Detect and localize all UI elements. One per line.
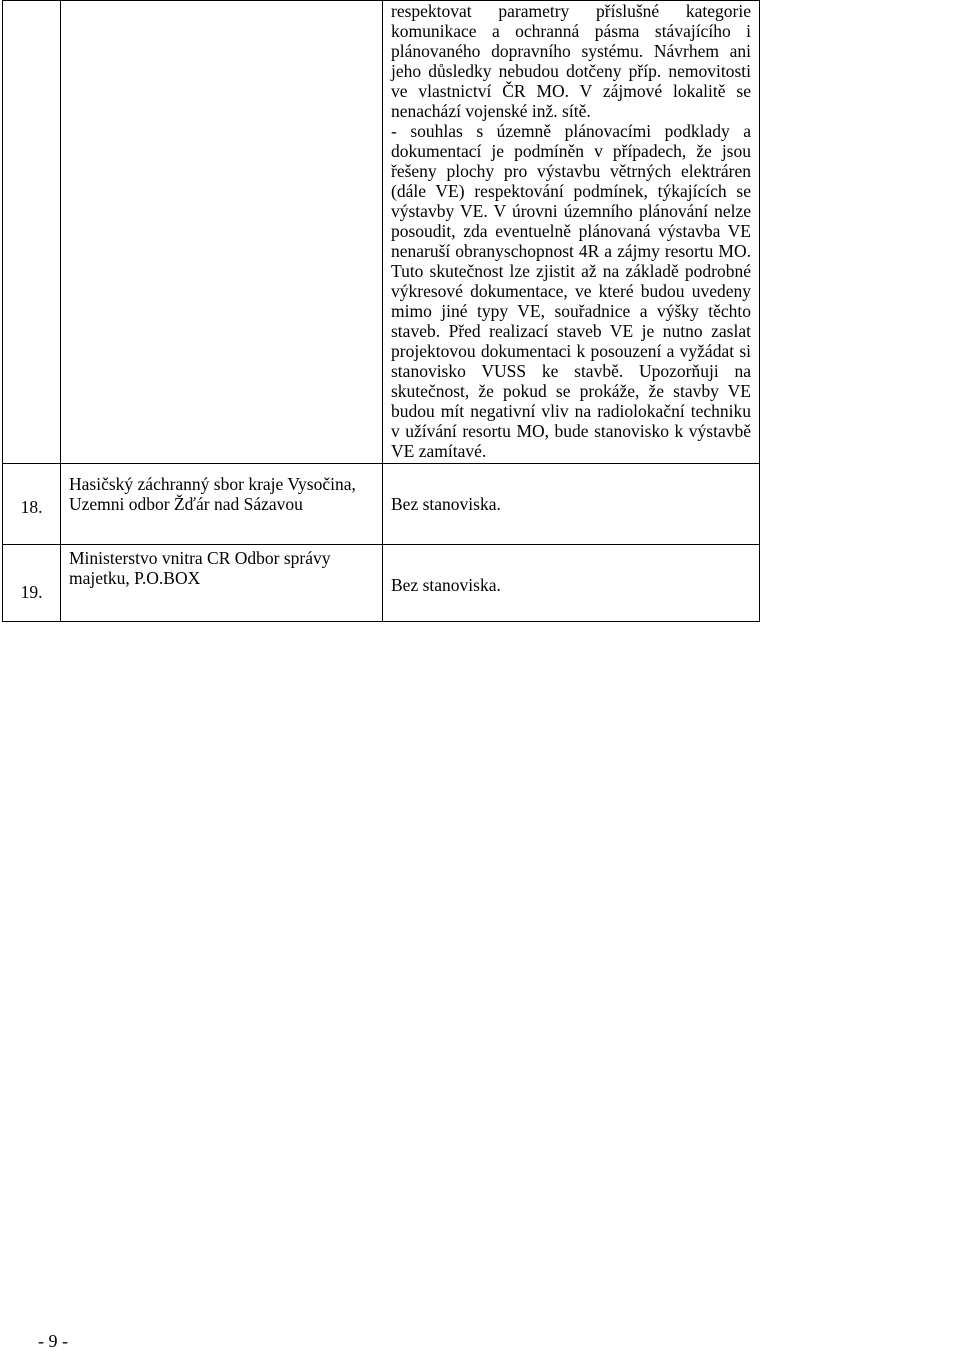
organization-name: Hasičský záchranný sbor kraje Vysočina, Uzemni odbor Žďár nad Sázavou — [69, 474, 356, 514]
table-row — [3, 545, 760, 622]
organization-cell — [61, 545, 383, 622]
statement-text: Bez stanoviska. — [391, 494, 501, 514]
table-row — [3, 464, 760, 545]
statement-cell — [383, 464, 760, 545]
number-cell — [3, 545, 61, 622]
number-cell — [3, 1, 61, 464]
organization-cell — [61, 464, 383, 545]
page-number: - 9 - — [38, 1331, 68, 1351]
statement-text: Bez stanoviska. — [391, 575, 501, 595]
statement-paragraph: respektovat parametry příslušné kategorie komunikace a ochranná pásma stávajícího i plánovaného dopravního systému. Návrhem ani jeho důsledky nebudou dotčeny příp. nemovitosti ve vlastnictví ČR MO. V zájmové lokalitě se nenachází vojenské inž. sítě. — [391, 1, 751, 121]
organization-name: Ministerstvo vnitra CR Odbor správy majetku, P.O.BOX — [69, 548, 331, 588]
row-number: 19. — [20, 582, 43, 602]
comments-table — [2, 0, 760, 622]
statement-cell — [383, 1, 760, 464]
table-row — [3, 1, 760, 464]
row-number: 18. — [20, 497, 43, 517]
statement-cell — [383, 545, 760, 622]
statement-paragraph: - souhlas s územně plánovacími podklady a dokumentací je podmíněn v případech, že jsou řešeny plochy pro výstavbu větrných elektráren (dále VE) respektování podmínek, týkajících se výstavby VE. V úrovni územního plánování nelze posoudit, zda eventuelně plánovaná výstavba VE nenaruší obranyschopnost 4R a zájmy resortu MO. Tuto skutečnost lze zjistit až na základě podrobné výkresové dokumentace, ve které budou uvedeny mimo jiné typy VE, souřadnice a výšky těchto staveb. Před realizací staveb VE je nutno zaslat projektovou dokumentaci k posouzení a vyžádat si stanovisko VUSS ke stavbě. Upozorňuji na skutečnost, že pokud se prokáže, že stavby VE budou mít negativní vliv na radiolokační techniku v užívání resortu MO, bude stanovisko k výstavbě VE zamítavé. — [391, 121, 751, 461]
organization-cell — [61, 1, 383, 464]
number-cell — [3, 464, 61, 545]
